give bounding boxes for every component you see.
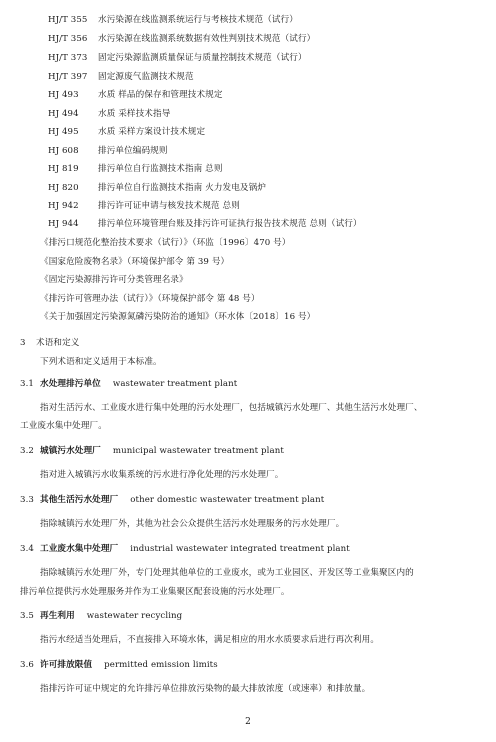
term-en: wastewater treatment plant: [112, 379, 238, 389]
term-heading: [20, 543, 350, 555]
standard-item: [48, 52, 307, 64]
standard-code: HJ 608: [48, 146, 79, 156]
page-number: 2: [245, 717, 251, 727]
document-reference: 《排污口规范化整治技术要求（试行）》（环监〔1996〕470 号）: [40, 238, 291, 248]
term-en: wastewater recycling: [86, 611, 183, 621]
term-en: permitted emission limits: [104, 660, 218, 670]
standard-code: HJ 820: [48, 183, 79, 193]
standard-code: HJ 494: [48, 109, 79, 119]
term-number: 3.1: [20, 379, 34, 389]
term-en: other domestic wastewater treatment plant: [130, 495, 325, 505]
standard-title: 水质 采样方案设计技术规定: [98, 127, 206, 137]
standard-code: HJ/T 373: [48, 53, 88, 63]
standard-item: [48, 126, 205, 138]
standard-title: 排污单位自行监测技术指南 火力发电及锅炉: [98, 183, 267, 193]
term-definition: 工业废水集中处理厂。: [20, 421, 107, 431]
term-definition: 指排污许可证中规定的允许排污单位排放污染物的最大排放浓度（或速率）和排放量。: [40, 684, 371, 694]
term-zh: 水处理排污单位: [40, 379, 101, 389]
document-reference: 《关于加强固定污染源氮磷污染防治的通知》（环水体〔2018〕16 号）: [40, 312, 316, 322]
standard-code: HJ/T 397: [48, 72, 88, 82]
standard-code: HJ 819: [48, 164, 79, 174]
term-heading: [20, 378, 237, 390]
standard-title: 固定源废气监测技术规范: [98, 72, 194, 82]
term-zh: 工业废水集中处理厂: [40, 544, 119, 554]
standard-item: [48, 108, 170, 120]
standard-code: HJ/T 356: [48, 34, 88, 44]
section-heading: [20, 337, 79, 349]
standard-code: HJ 944: [48, 219, 79, 229]
standard-code: HJ 495: [48, 127, 79, 137]
term-definition: 指对进入城镇污水收集系统的污水进行净化处理的污水处理厂。: [40, 470, 284, 480]
section-intro: 下列术语和定义适用于本标准。: [40, 357, 162, 367]
term-zh: 许可排放限值: [40, 660, 93, 670]
term-heading: [20, 445, 284, 457]
term-definition: 指除城镇污水处理厂外，专门处理其他单位的工业废水，或为工业园区、开发区等工业集聚区内的: [40, 568, 414, 578]
standard-item: [48, 71, 194, 83]
term-number: 3.4: [20, 544, 34, 554]
standard-item: [48, 182, 266, 194]
standard-title: 水污染源在线监测系统数据有效性判别技术规范（试行）: [98, 34, 316, 44]
standard-code: HJ/T 355: [48, 15, 88, 25]
standard-title: 水污染源在线监测系统运行与考核技术规范（试行）: [98, 15, 298, 25]
standard-title: 水质 样品的保存和管理技术规定: [98, 90, 223, 100]
term-zh: 再生利用: [40, 611, 75, 621]
standard-title: 排污单位编码规则: [98, 146, 168, 156]
section-title: 术语和定义: [36, 338, 80, 348]
term-definition: 指除城镇污水处理厂外，其他为社会公众提供生活污水处理服务的污水处理厂。: [40, 519, 345, 529]
standard-title: 排污单位环境管理台账及排污许可证执行报告技术规范 总则（试行）: [98, 219, 362, 229]
document-reference: 《国家危险废物名录》（环境保护部令 第 39 号）: [40, 257, 230, 267]
standard-title: 排污许可证申请与核发技术规范 总则: [98, 201, 240, 211]
term-number: 3.6: [20, 660, 34, 670]
standard-item: [48, 145, 168, 157]
standard-code: HJ 942: [48, 201, 79, 211]
term-definition: 指对生活污水、工业废水进行集中处理的污水处理厂，包括城镇污水处理厂、其他生活污水处理厂、: [40, 403, 423, 413]
standard-item: [48, 163, 223, 175]
standard-item: [48, 33, 315, 45]
standard-title: 水质 采样技术指导: [98, 109, 171, 119]
term-en: municipal wastewater treatment plant: [112, 446, 284, 456]
term-heading: [20, 610, 182, 622]
term-zh: 其他生活污水处理厂: [40, 495, 119, 505]
standard-item: [48, 200, 240, 212]
term-number: 3.3: [20, 495, 34, 505]
standard-item: [48, 14, 298, 26]
term-en: industrial wastewater integrated treatment plant: [130, 544, 350, 554]
term-heading: [20, 659, 218, 671]
term-zh: 城镇污水处理厂: [40, 446, 101, 456]
term-number: 3.2: [20, 446, 34, 456]
standard-title: 固定污染源监测质量保证与质量控制技术规范（试行）: [98, 53, 307, 63]
document-reference: 《排污许可管理办法（试行）》（环境保护部令 第 48 号）: [40, 294, 260, 304]
standard-item: [48, 218, 362, 230]
term-definition: 排污单位提供污水处理服务并作为工业集聚区配套设施的污水处理厂。: [20, 587, 290, 597]
standard-title: 排污单位自行监测技术指南 总则: [98, 164, 223, 174]
section-number: 3: [20, 338, 26, 348]
term-heading: [20, 494, 324, 506]
standard-item: [48, 89, 223, 101]
standard-code: HJ 493: [48, 90, 79, 100]
term-definition: 指污水经适当处理后，不直接排入环境水体，满足相应的用水水质要求后进行再次利用。: [40, 635, 380, 645]
document-reference: 《固定污染源排污许可分类管理名录》: [40, 275, 188, 285]
term-number: 3.5: [20, 611, 34, 621]
